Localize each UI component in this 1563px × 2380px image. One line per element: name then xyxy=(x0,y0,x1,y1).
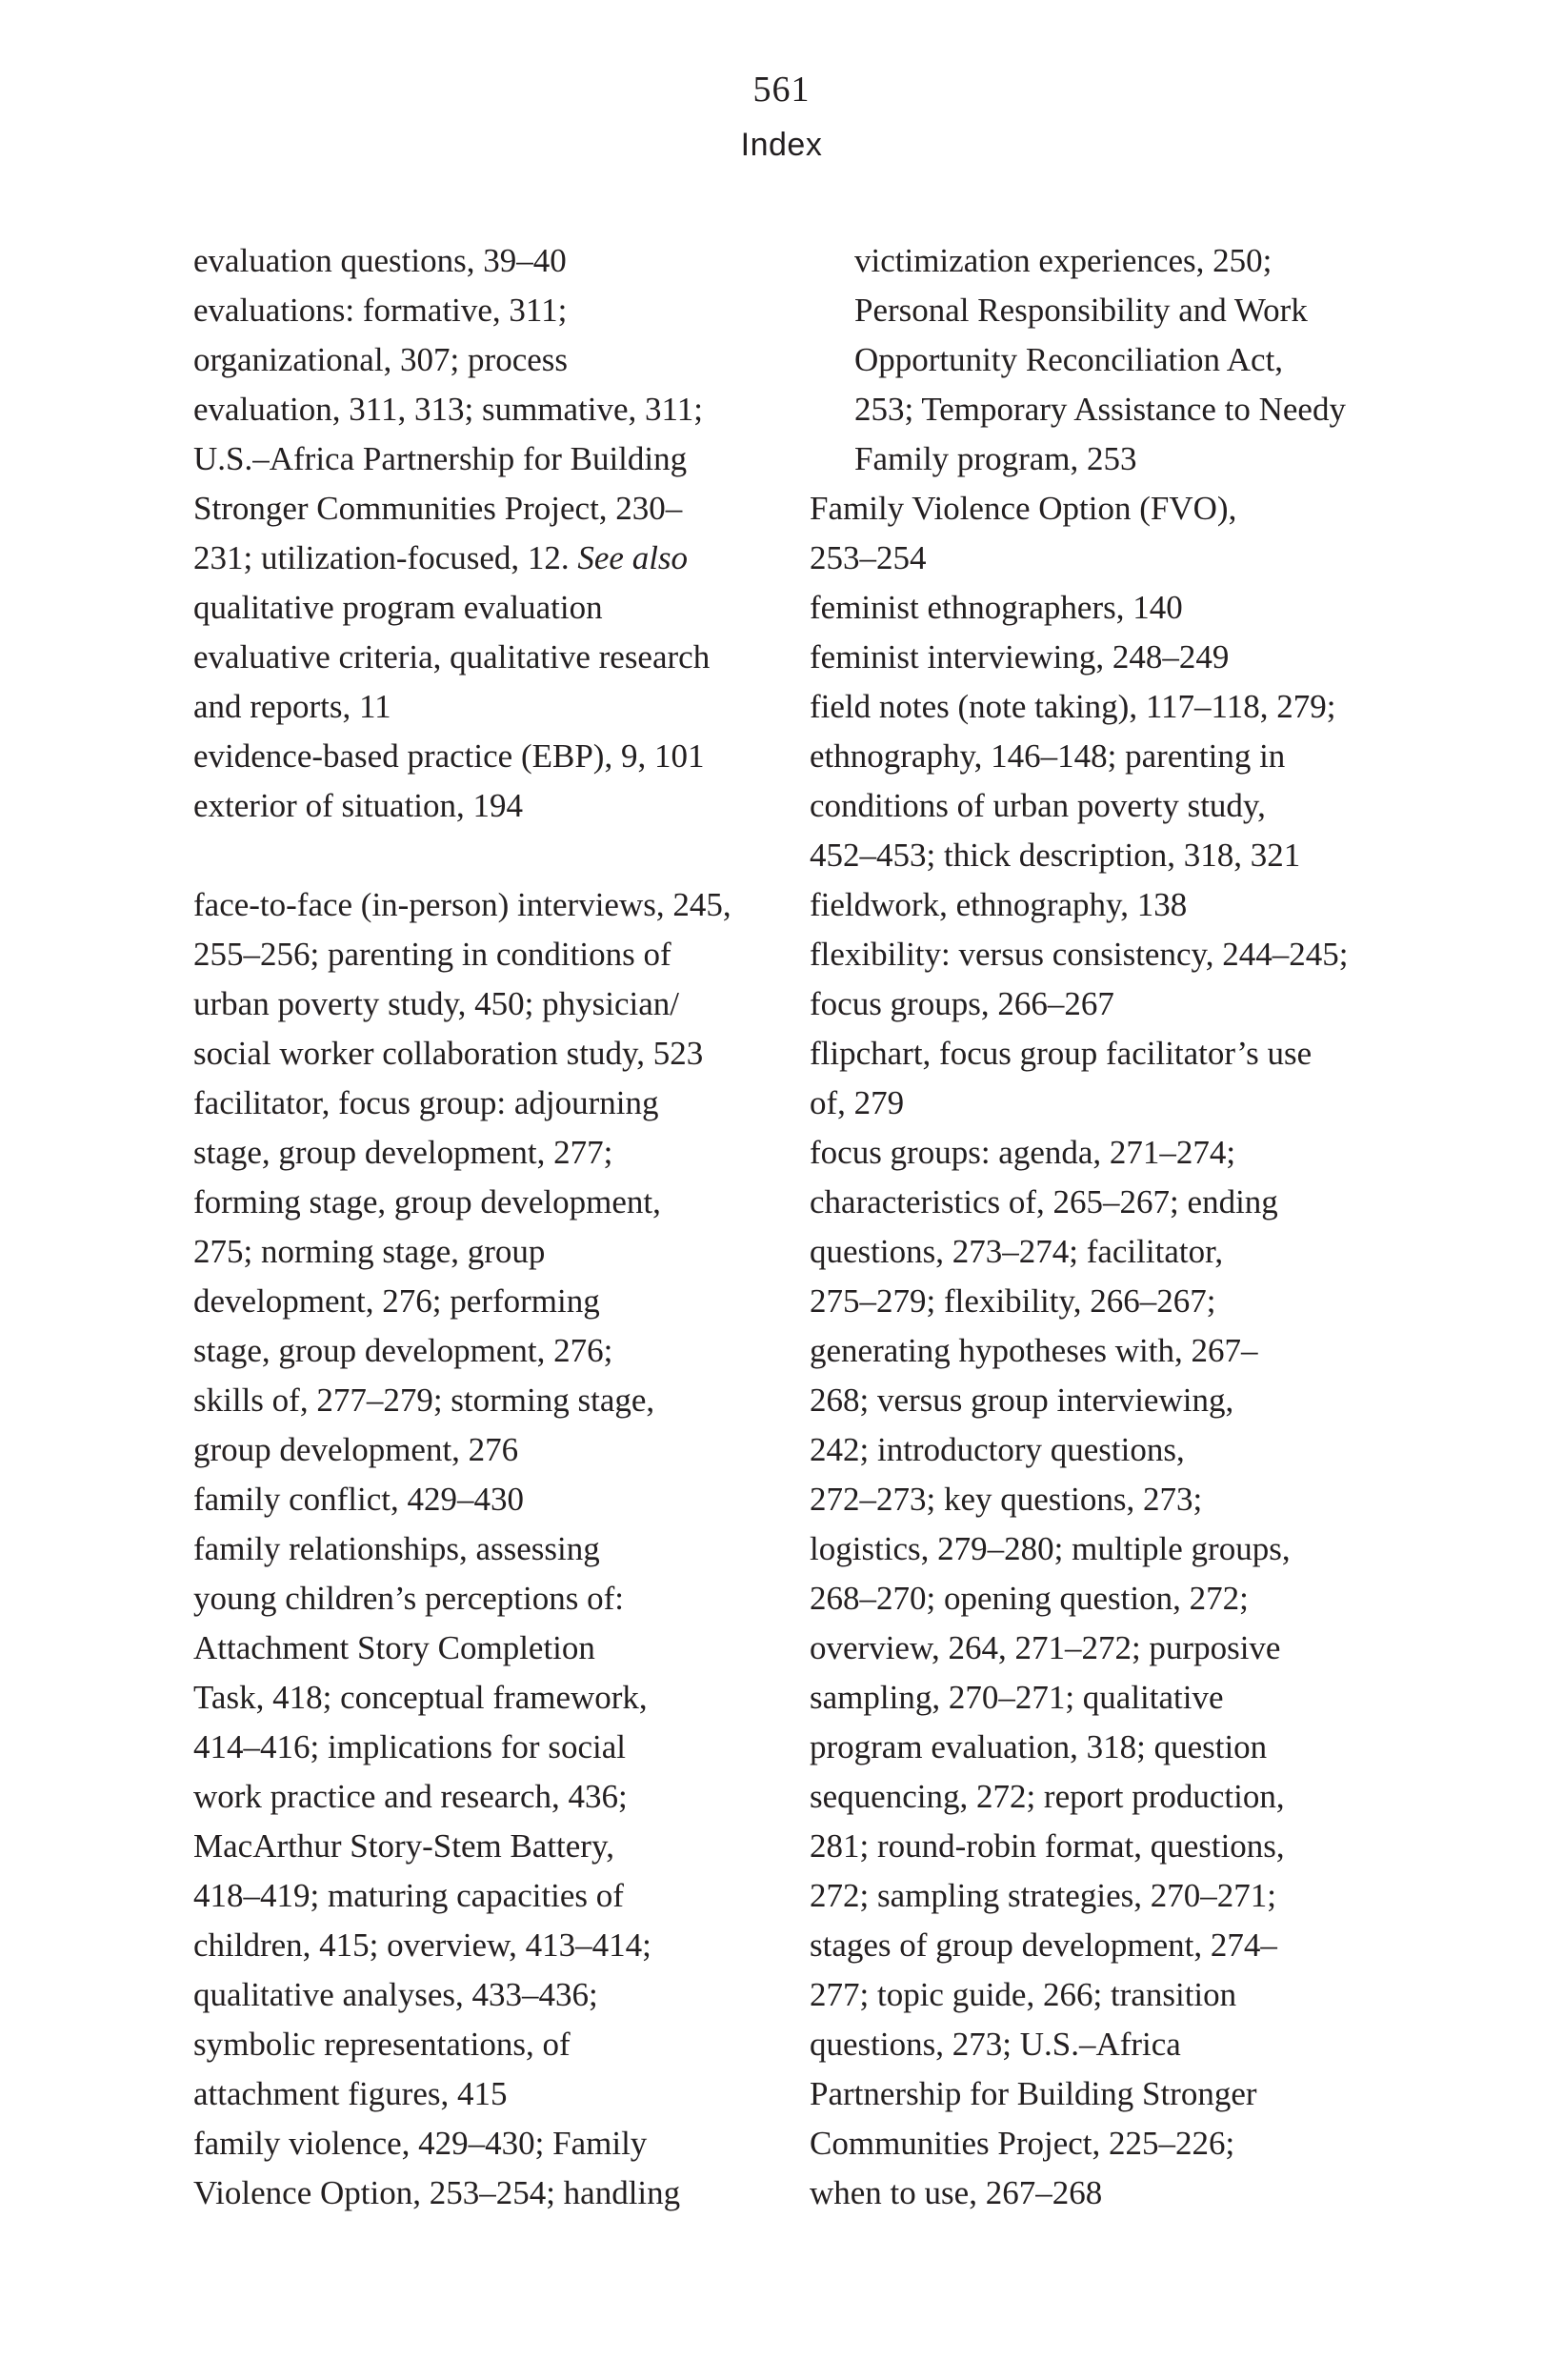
index-entry xyxy=(810,930,1381,1029)
index-line-text: stage, group development, 277; xyxy=(193,1134,613,1171)
index-line-text: when to use, 267–268 xyxy=(810,2174,1103,2211)
index-entry-subline xyxy=(810,1227,1381,1277)
index-entry-heading-line xyxy=(193,1475,765,1524)
index-entry-subline xyxy=(193,2069,765,2119)
index-line-text: program evaluation, 318; question xyxy=(810,1728,1268,1765)
index-entry-subline xyxy=(193,434,765,484)
index-entry-subline xyxy=(854,385,1381,434)
index-entry-heading-line xyxy=(810,1128,1381,1178)
index-entry-subline xyxy=(193,484,765,534)
index-entry-subline xyxy=(810,1871,1381,1921)
index-line-text: attachment figures, 415 xyxy=(193,2075,508,2112)
index-line-text: focus groups, 266–267 xyxy=(810,985,1114,1022)
index-line-text: Stronger Communities Project, 230– xyxy=(193,490,683,527)
index-line-text: questions, 273; U.S.–Africa xyxy=(810,2026,1181,2063)
index-entry-heading-line xyxy=(193,1524,765,1574)
index-entry xyxy=(810,880,1381,930)
index-entry-subline xyxy=(810,1822,1381,1871)
index-entry xyxy=(810,1029,1381,1128)
index-entry xyxy=(193,286,765,633)
index-entry-subline xyxy=(193,2168,765,2218)
index-line-text: social worker collaboration study, 523 xyxy=(193,1035,704,1072)
index-entry-subline xyxy=(810,1079,1381,1128)
index-line-text: 253; Temporary Assistance to Needy xyxy=(854,391,1346,428)
index-line-text: stage, group development, 276; xyxy=(193,1332,613,1369)
index-line-text: facilitator, focus group: adjourning xyxy=(193,1084,659,1121)
index-entry-subline xyxy=(193,1425,765,1475)
index-entry-heading-line xyxy=(810,633,1381,682)
index-entry-subline xyxy=(193,1178,765,1227)
page-number: 561 xyxy=(752,70,811,110)
index-entry xyxy=(193,236,765,286)
index-entry-subline xyxy=(810,534,1381,583)
index-line-text: evidence-based practice (EBP), 9, 101 xyxy=(193,737,705,775)
index-line-text: 272–273; key questions, 273; xyxy=(810,1481,1203,1518)
index-line-text: Family Violence Option (FVO), xyxy=(810,490,1237,527)
index-entry-subline xyxy=(193,335,765,385)
index-column-left xyxy=(193,236,765,2218)
index-entry-subline xyxy=(193,1227,765,1277)
index-line-text: sampling, 270–271; qualitative xyxy=(810,1679,1224,1716)
index-line-text: symbolic representations, of xyxy=(193,2026,571,2063)
index-line-text: 231; utilization-focused, 12. xyxy=(193,539,570,576)
index-entry-subline xyxy=(810,781,1381,831)
index-line-text: U.S.–Africa Partnership for Building xyxy=(193,440,688,477)
index-line-text: face-to-face (in-person) interviews, 245, xyxy=(193,886,731,923)
index-entry-heading-line xyxy=(810,583,1381,633)
index-line-text: qualitative program evaluation xyxy=(193,589,603,626)
index-line-text: 268; versus group interviewing, xyxy=(810,1382,1234,1419)
index-line-text: feminist ethnographers, 140 xyxy=(810,589,1183,626)
index-line-text: family violence, 429–430; Family xyxy=(193,2125,648,2162)
index-entry-subline xyxy=(193,1871,765,1921)
index-line-text: Personal Responsibility and Work xyxy=(854,292,1308,329)
index-entry-heading-line xyxy=(810,682,1381,732)
letter-group-separator xyxy=(193,831,765,880)
index-line-text: forming stage, group development, xyxy=(193,1183,661,1220)
index-entry-subline xyxy=(193,2020,765,2069)
index-line-text: qualitative analyses, 433–436; xyxy=(193,1976,598,2013)
index-entry xyxy=(193,633,765,732)
index-entry xyxy=(193,781,765,831)
index-line-text: 275–279; flexibility, 266–267; xyxy=(810,1282,1216,1320)
see-also-reference: See also xyxy=(577,539,689,576)
index-entry-heading-line xyxy=(193,880,765,930)
index-entry-subline xyxy=(193,979,765,1029)
index-line-text: evaluation, 311, 313; summative, 311; xyxy=(193,391,703,428)
index-entry-heading-line xyxy=(854,236,1381,286)
index-entry-continued xyxy=(810,236,1381,484)
index-line-text: urban poverty study, 450; physician/ xyxy=(193,985,680,1022)
index-entry-subline xyxy=(854,335,1381,385)
index-line-text: exterior of situation, 194 xyxy=(193,787,524,824)
index-entry-heading-line xyxy=(810,880,1381,930)
running-head: Index xyxy=(740,127,823,163)
index-entry-subline xyxy=(810,1277,1381,1326)
index-entry xyxy=(810,484,1381,583)
index-entry-subline xyxy=(193,1772,765,1822)
index-line-text: of, 279 xyxy=(810,1084,905,1121)
index-entry-subline xyxy=(193,1723,765,1772)
index-line-text: group development, 276 xyxy=(193,1431,519,1468)
index-line-text: questions, 273–274; facilitator, xyxy=(810,1233,1224,1270)
index-entry-subline xyxy=(810,1574,1381,1624)
index-entry-heading-line xyxy=(810,1029,1381,1079)
index-line-text: stages of group development, 274– xyxy=(810,1926,1277,1964)
index-line-text: sequencing, 272; report production, xyxy=(810,1778,1285,1815)
index-line-text: field notes (note taking), 117–118, 279; xyxy=(810,688,1336,725)
index-line-text: Partnership for Building Stronger xyxy=(810,2075,1257,2112)
index-entry xyxy=(193,1475,765,1524)
index-entry-subline xyxy=(854,286,1381,335)
index-entry-subline xyxy=(193,534,765,583)
index-line-text: 255–256; parenting in conditions of xyxy=(193,936,671,973)
index-entry-subline xyxy=(193,1128,765,1178)
index-entry-subline xyxy=(193,1376,765,1425)
index-line-text: 268–270; opening question, 272; xyxy=(810,1580,1249,1617)
index-entry xyxy=(810,633,1381,682)
index-entry-subline xyxy=(193,1921,765,1970)
index-entry xyxy=(193,1079,765,1475)
index-line-text: logistics, 279–280; multiple groups, xyxy=(810,1530,1291,1567)
index-line-text: 414–416; implications for social xyxy=(193,1728,626,1765)
index-entry-subline xyxy=(810,1524,1381,1574)
index-line-text: flexibility: versus consistency, 244–245; xyxy=(810,936,1349,973)
index-entry-subline xyxy=(193,1970,765,2020)
index-entry-subline xyxy=(810,831,1381,880)
index-entry-subline xyxy=(193,1326,765,1376)
index-line-text: work practice and research, 436; xyxy=(193,1778,628,1815)
index-line-text: 281; round-robin format, questions, xyxy=(810,1827,1285,1865)
index-line-text: 418–419; maturing capacities of xyxy=(193,1877,624,1914)
index-line-text: victimization experiences, 250; xyxy=(854,242,1272,279)
index-entry-subline xyxy=(854,434,1381,484)
index-line-text: children, 415; overview, 413–414; xyxy=(193,1926,651,1964)
index-line-text: fieldwork, ethnography, 138 xyxy=(810,886,1188,923)
index-line-text: Task, 418; conceptual framework, xyxy=(193,1679,648,1716)
index-line-text: ethnography, 146–148; parenting in xyxy=(810,737,1286,775)
index-line-text: conditions of urban poverty study, xyxy=(810,787,1266,824)
index-line-text: MacArthur Story-Stem Battery, xyxy=(193,1827,614,1865)
index-entry-heading-line xyxy=(193,2119,765,2168)
index-entry-subline xyxy=(193,1624,765,1673)
index-entry-subline xyxy=(193,1277,765,1326)
index-entry-subline xyxy=(810,1475,1381,1524)
index-line-text: overview, 264, 271–272; purposive xyxy=(810,1629,1281,1666)
index-entry xyxy=(810,1128,1381,2218)
index-entry-subline xyxy=(810,1624,1381,1673)
index-entry xyxy=(810,583,1381,633)
index-entry-heading-line xyxy=(193,286,765,335)
index-entry xyxy=(193,1524,765,2119)
index-entry xyxy=(193,732,765,781)
index-line-text: young children’s perceptions of: xyxy=(193,1580,624,1617)
index-line-text: Violence Option, 253–254; handling xyxy=(193,2174,681,2211)
index-line-text: Communities Project, 225–226; xyxy=(810,2125,1235,2162)
index-entry-heading-line xyxy=(810,484,1381,534)
index-entry-heading-line xyxy=(193,236,765,286)
index-entry-subline xyxy=(193,1029,765,1079)
index-line-text: development, 276; performing xyxy=(193,1282,600,1320)
index-entry-subline xyxy=(193,1574,765,1624)
index-entry-subline xyxy=(193,930,765,979)
index-line-text: Family program, 253 xyxy=(854,440,1137,477)
index-line-text: Opportunity Reconciliation Act, xyxy=(854,341,1284,378)
index-entry-subline xyxy=(810,1425,1381,1475)
index-line-text: flipchart, focus group facilitator’s use xyxy=(810,1035,1313,1072)
index-entry-heading-line xyxy=(193,732,765,781)
index-line-text: evaluation questions, 39–40 xyxy=(193,242,567,279)
index-entry-subline xyxy=(193,583,765,633)
index-line-text: 272; sampling strategies, 270–271; xyxy=(810,1877,1276,1914)
index-line-text: Attachment Story Completion xyxy=(193,1629,595,1666)
index-line-text: evaluative criteria, qualitative research xyxy=(193,638,711,676)
index-line-text: and reports, 11 xyxy=(193,688,391,725)
index-line-text: skills of, 277–279; storming stage, xyxy=(193,1382,655,1419)
index-entry-heading-line xyxy=(193,1079,765,1128)
index-entry-subline xyxy=(810,2020,1381,2069)
index-line-text: 253–254 xyxy=(810,539,927,576)
index-entry-subline xyxy=(810,2168,1381,2218)
index-line-text: focus groups: agenda, 271–274; xyxy=(810,1134,1236,1171)
index-line-text: 242; introductory questions, xyxy=(810,1431,1185,1468)
index-entry-subline xyxy=(810,2119,1381,2168)
index-entry-subline xyxy=(193,1673,765,1723)
index-entry-subline xyxy=(810,1921,1381,1970)
index-entry-subline xyxy=(810,2069,1381,2119)
index-line-text: evaluations: formative, 311; xyxy=(193,292,568,329)
index-entry-heading-line xyxy=(810,930,1381,979)
index-column-right xyxy=(810,236,1381,2218)
index-line-text: characteristics of, 265–267; ending xyxy=(810,1183,1278,1220)
index-line-text: 277; topic guide, 266; transition xyxy=(810,1976,1237,2013)
index-entry-subline xyxy=(810,1178,1381,1227)
index-line-text: family conflict, 429–430 xyxy=(193,1481,525,1518)
index-line-text: feminist interviewing, 248–249 xyxy=(810,638,1230,676)
index-entry xyxy=(193,2119,765,2218)
index-entry xyxy=(193,880,765,1079)
index-entry-subline xyxy=(810,979,1381,1029)
index-line-text: organizational, 307; process xyxy=(193,341,568,378)
index-entry-subline xyxy=(810,1970,1381,2020)
index-entry-heading-line xyxy=(193,781,765,831)
index-entry-subline xyxy=(810,1673,1381,1723)
index-entry-heading-line xyxy=(193,633,765,682)
index-entry-subline xyxy=(193,385,765,434)
index-entry-subline xyxy=(810,1376,1381,1425)
index-entry-subline xyxy=(810,1326,1381,1376)
index-line-text: generating hypotheses with, 267– xyxy=(810,1332,1258,1369)
index-entry-subline xyxy=(810,1772,1381,1822)
index-entry xyxy=(810,682,1381,880)
index-line-text: 275; norming stage, group xyxy=(193,1233,546,1270)
index-entry-subline xyxy=(810,732,1381,781)
index-entry-subline xyxy=(193,1822,765,1871)
index-entry-subline xyxy=(193,682,765,732)
index-line-text: family relationships, assessing xyxy=(193,1530,600,1567)
index-entry-subline xyxy=(810,1723,1381,1772)
index-line-text: 452–453; thick description, 318, 321 xyxy=(810,837,1301,874)
